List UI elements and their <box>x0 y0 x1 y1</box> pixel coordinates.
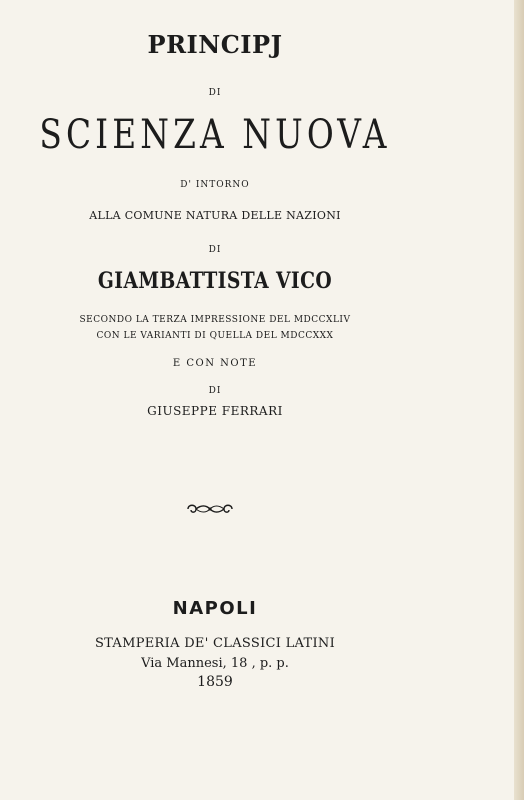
editor-name: GIUSEPPE FERRARI <box>147 404 283 418</box>
connector-di-1: DI <box>208 88 222 98</box>
connector-di-3: DI <box>208 386 222 396</box>
subtitle: ALLA COMUNE NATURA DELLE NAZIONI <box>89 209 341 222</box>
edition-line-2: CON LE VARIANTI DI QUELLA DEL MDCCXXX <box>96 331 334 341</box>
edition-line-1: SECONDO LA TERZA IMPRESSIONE DEL MDCCXLIV <box>79 315 351 325</box>
connector-d-intorno: D' INTORNO <box>180 180 250 190</box>
scroll-ornament-icon <box>184 500 236 518</box>
publication-year: 1859 <box>197 674 233 690</box>
publication-place: NAPOLI <box>172 598 258 619</box>
notes-line: E CON NOTE <box>172 358 258 369</box>
printer-address: Via Mannesi, 18 , p. p. <box>141 656 289 671</box>
author-name: GIAMBATTISTA VICO <box>97 268 333 294</box>
title-line-2: SCIENZA NUOVA <box>39 112 391 158</box>
title-line-1: PRINCIPJ <box>147 30 283 59</box>
page-edge <box>514 0 524 800</box>
printer-name: STAMPERIA DE' CLASSICI LATINI <box>94 636 336 651</box>
connector-di-2: DI <box>208 245 222 255</box>
